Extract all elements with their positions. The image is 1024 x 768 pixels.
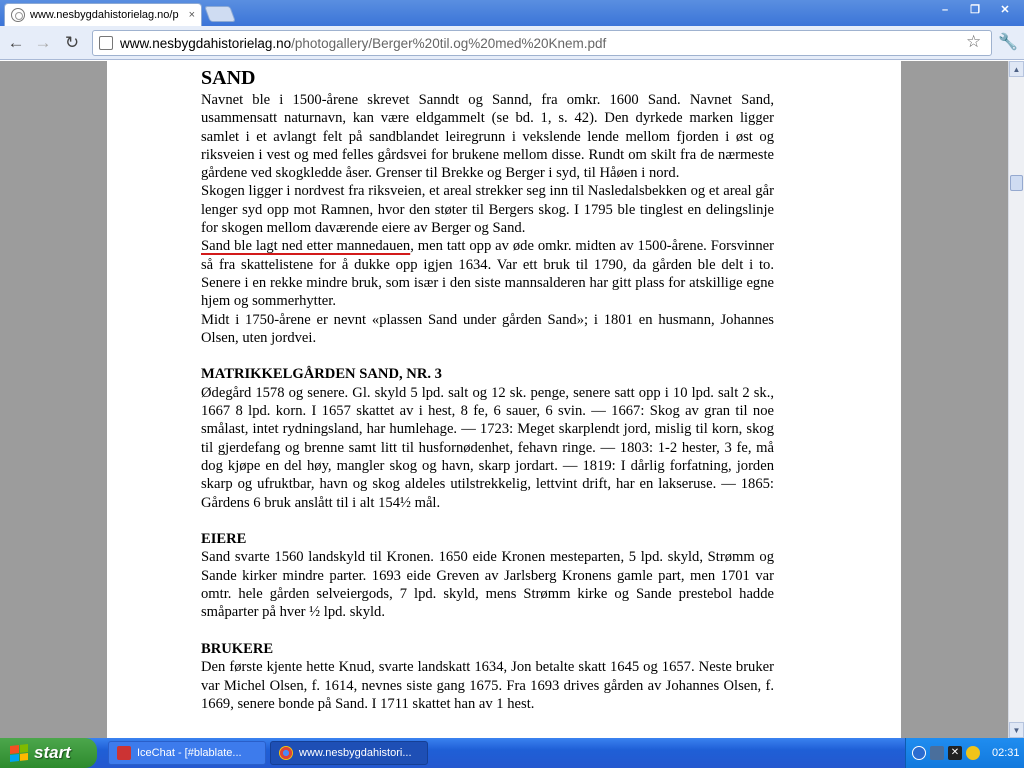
browser-toolbar: [0, 26, 1024, 60]
eiere-paragraph: Sand svarte 1560 landskyld til Kronen. 1650 eide Kronen mesteparten, 5 lpd. skyld, Strømm og Sande kirker mindre parter. 1693 eide Greven av Jarlsberg Kronens gamle part, men 1701 var omtr. hele gården selveiergods, 7 lpd. skyld, mens Strømm kirke og Sande prestebol hadde småparter på hver ½ lpd. skyld.: [201, 549, 774, 621]
document-body: [201, 65, 774, 713]
start-button[interactable]: [0, 738, 97, 768]
forward-button[interactable]: →: [34, 33, 52, 52]
system-tray: [905, 738, 1024, 768]
network-icon[interactable]: [930, 746, 944, 760]
pdf-viewport: [0, 61, 1008, 738]
history-paragraph-rest: , men tatt opp av øde omkr. midten av 1500-årene. Forsvinner så fra skattelistene for å dukke opp igjen 1634. Var ett bruk til 1790, da gården ble delt i to. Senere i en rekke mindre bruk, som især i den siste mannsalderen har gitt plass for atskillige egne hjem og sommerhytter.: [201, 238, 774, 310]
wrench-menu-icon[interactable]: 🔧: [998, 34, 1018, 51]
taskbar-item-icechat[interactable]: [108, 741, 266, 765]
tab-close-icon[interactable]: ×: [188, 9, 195, 21]
messenger-icon[interactable]: [966, 746, 980, 760]
title-bar: [0, 0, 1024, 26]
url-host: www.nesbygdahistorielag.no: [120, 35, 292, 51]
maximize-button[interactable]: ❐: [970, 4, 980, 16]
url-text: [120, 36, 606, 51]
taskbar: [0, 738, 1024, 768]
windows-logo-icon: [10, 744, 28, 762]
vertical-scrollbar[interactable]: [1008, 61, 1024, 738]
browser-tab[interactable]: [4, 3, 202, 26]
intro-paragraph-2: Skogen ligger i nordvest fra riksveien, et areal strekker seg inn til Nasledalsbekken og et areal går lenger syd opp mot Ramnen, hvor den støter til Bergers skog. I 1795 ble tinglest en delingslinje for skogen mellom daværende eiere av Berger og Sand.: [201, 183, 774, 237]
close-button[interactable]: ✕: [1000, 4, 1010, 16]
start-label: start: [34, 743, 71, 762]
back-button[interactable]: ←: [7, 33, 25, 52]
brukere-paragraph: Den første kjente hette Knud, svarte landskatt 1634, Jon betalte skatt 1645 og 1657. Neste bruker var Michel Olsen, f. 1614, nevnes siste gang 1675. Fra 1693 drives gården av Johannes Olsen, f. 1669, senere bonde på Sand. I 1711 skattet han av 1 hest.: [201, 659, 774, 712]
heading-matrikkel: MATRIKKELGÅRDEN SAND, NR. 3: [201, 366, 442, 383]
pdf-page: [107, 61, 901, 738]
new-tab-button[interactable]: [204, 6, 236, 22]
bookmark-star-icon[interactable]: ☆: [966, 32, 982, 51]
chrome-icon: [279, 746, 293, 760]
minimize-button[interactable]: –: [941, 3, 949, 16]
matrikkel-paragraph: Ødegård 1578 og senere. Gl. skyld 5 lpd. salt og 12 sk. penge, senere satt opp i 10 lpd. salt 2 sk., 1667 8 lpd. korn. I 1657 skattet av i hest, 8 fe, 6 sauer, 6 svin. — 1667: Skog av gran til noe smålast, intet rydningsland, har humlehage. — 1723: Meget skarplendt jord, mislig til korn, skog til gjerdefang og brenne samt litt til husfornødenhet, fehavn ringe. — 1803: 1-2 hester, 3 fe, må dog kjøpe en del høy, mangler skog og havn, skarp jordart. — 1819: I dårlig forfatning, jorden skarp og ufruktbar, havn og skog aldeles utilstrekkelig, lettvint drift, har en lakseruse. — 1865: Gårdens 6 bruk anslått til i alt 154½ mål.: [201, 384, 774, 511]
mute-icon[interactable]: ✕: [948, 746, 962, 760]
document-title: SAND: [201, 67, 256, 89]
heading-brukere: BRUKERE: [201, 640, 274, 657]
taskbar-item-browser[interactable]: [270, 741, 428, 765]
scroll-thumb[interactable]: [1010, 175, 1023, 191]
address-bar[interactable]: [92, 30, 992, 56]
intro-paragraph-1: Navnet ble i 1500-årene skrevet Sanndt og Sannd, fra omkr. 1600 Sand. Navnet Sand, usammensatt naturnavn, kan være eldgammelt (se bd. 1, s. 42). Den dyrkede marken ligger samlet i et avlangt felt på sandblandet leiregrunn i vekslende lende mellom fjorden i øst og riksveien i vest og med felles gårdsvei for brukene mellom disse. Rundt om skilt fra de nærmeste gårdene ved skogkledde åser. Grenser til Brekke og Berger i syd, til Håøen i nord.: [201, 92, 774, 182]
taskbar-item-label: IceChat - [#blablate...: [137, 747, 242, 759]
page-favicon-icon: [11, 8, 25, 22]
scroll-down-icon[interactable]: ▼: [1009, 722, 1024, 738]
heading-eiere: EIERE: [201, 531, 247, 548]
icechat-icon: [117, 746, 131, 760]
tab-title: www.nesbygdahistorielag.no/p: [30, 9, 179, 21]
plassen-paragraph: Midt i 1750-årene er nevnt «plassen Sand under gården Sand»; i 1801 en husmann, Johannes Olsen, uten jordvei.: [201, 311, 774, 346]
taskbar-item-label: www.nesbygdahistori...: [299, 747, 412, 759]
page-icon: [99, 36, 113, 50]
history-paragraph: [201, 237, 774, 310]
clock: 02:31: [992, 747, 1020, 759]
reload-button[interactable]: ↻: [64, 33, 80, 52]
tray-expand-icon[interactable]: [912, 746, 926, 760]
scroll-up-icon[interactable]: ▲: [1009, 61, 1024, 77]
url-path: /photogallery/Berger%20til.og%20med%20Knem.pdf: [291, 35, 607, 51]
window-controls: [932, 1, 1018, 18]
underlined-phrase: Sand ble lagt ned etter mannedauen: [201, 238, 411, 255]
